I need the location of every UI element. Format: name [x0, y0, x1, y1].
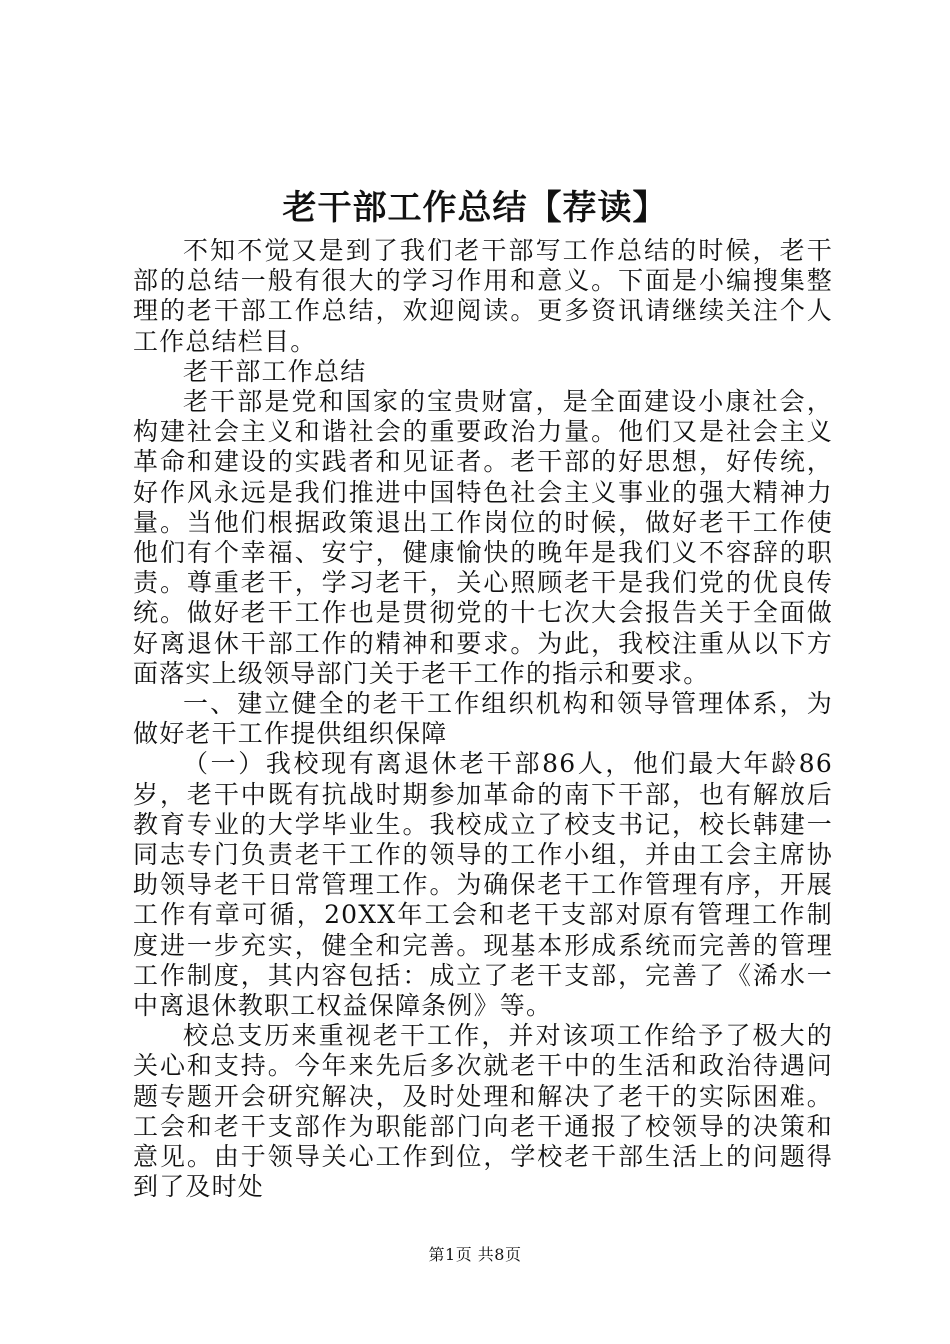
document-title: 老干部工作总结【荐读】: [282, 188, 668, 228]
section-heading: 老干部工作总结: [183, 356, 367, 386]
intro-paragraph: 不知不觉又是到了我们老干部写工作总结的时候，老干部的总结一般有很大的学习作用和意义。下面是小编搜集整理的老干部工作总结，欢迎阅读。更多资讯请继续关注个人工作总结栏目。: [133, 236, 833, 356]
body-paragraph: （一）我校现有离退休老干部86人，他们最大年龄86岁，老干中既有抗战时期参加革命的南下干部，也有解放后教育专业的大学毕业生。我校成立了校支书记，校长韩建一同志专门负责老干工作的领导的工作小组，并由工会主席协助领导老干日常管理工作。为确保老干工作管理有序，开展工作有章可循，20XX年工会和老干支部对原有管理工作制度进一步充实，健全和完善。现基本形成系统而完善的管理工作制度，其内容包括：成立了老干支部，完善了《浠水一中离退休教职工权益保障条例》等。: [133, 749, 833, 1021]
page-number: 第1页 共8页: [428, 1245, 522, 1264]
document-body: [133, 236, 833, 1203]
body-paragraph: 校总支历来重视老干工作，并对该项工作给予了极大的关心和支持。今年来先后多次就老干中的生活和政治待遇问题专题开会研究解决，及时处理和解决了老干的实际困难。工会和老干支部作为职能部门向老干通报了校领导的决策和意见。由于领导关心工作到位，学校老干部生活上的问题得到了及时处: [133, 1021, 833, 1202]
body-paragraph: 老干部是党和国家的宝贵财富，是全面建设小康社会，构建社会主义和谐社会的重要政治力量。他们又是社会主义革命和建设的实践者和见证者。老干部的好思想，好传统，好作风永远是我们推进中国特色社会主义事业的强大精神力量。当他们根据政策退出工作岗位的时候，做好老干工作使他们有个幸福、安宁，健康愉快的晚年是我们义不容辞的职责。尊重老干，学习老干，关心照顾老干是我们党的优良传统。做好老干工作也是贯彻党的十七次大会报告关于全面做好离退休干部工作的精神和要求。为此，我校注重从以下方面落实上级领导部门关于老干工作的指示和要求。: [133, 387, 833, 688]
section-heading: 一、建立健全的老干工作组织机构和领导管理体系，为做好老干工作提供组织保障: [133, 689, 833, 749]
